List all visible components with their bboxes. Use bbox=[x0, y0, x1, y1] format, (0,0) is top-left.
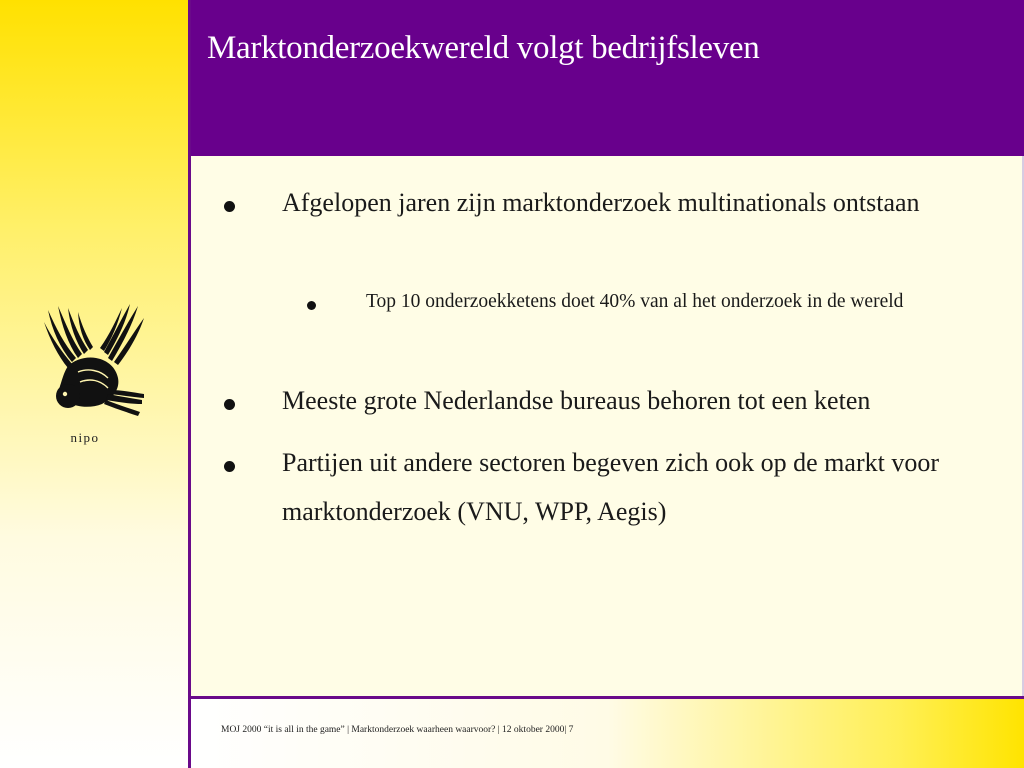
bullet-item bbox=[224, 388, 1004, 425]
bullet-dot-icon bbox=[224, 461, 235, 472]
footer-text: MOJ 2000 “it is all in the game” | Marktonderzoek waarheen waarvoor? | 12 oktober 2000| 7 bbox=[221, 725, 574, 735]
bullet-text: Partijen uit andere sectoren begeven zich ook op de markt voor marktonderzoek (VNU, WPP, Aegis) bbox=[282, 448, 939, 526]
title-bar bbox=[191, 0, 1024, 156]
bullet-text: Afgelopen jaren zijn marktonderzoek multinationals ontstaan bbox=[282, 188, 920, 217]
bullet-item bbox=[224, 190, 984, 227]
bullet-item bbox=[224, 450, 1004, 536]
sub-bullet-text: Top 10 onderzoekketens doet 40% van al het onderzoek in de wereld bbox=[366, 291, 904, 312]
bullet-dot-icon bbox=[224, 399, 235, 410]
bullet-dot-icon bbox=[224, 201, 235, 212]
nipo-bird-logo-icon bbox=[38, 300, 148, 420]
sub-bullet-item bbox=[307, 293, 987, 320]
content-area bbox=[191, 156, 1024, 696]
slide-title: Marktonderzoekwereld volgt bedrijfsleven bbox=[207, 30, 760, 66]
logo-text: nipo bbox=[70, 430, 100, 445]
bullet-text: Meeste grote Nederlandse bureaus behoren tot een keten bbox=[282, 386, 871, 415]
footer bbox=[191, 699, 1024, 768]
bullet-dot-icon bbox=[307, 301, 316, 310]
left-sidebar bbox=[0, 0, 188, 768]
